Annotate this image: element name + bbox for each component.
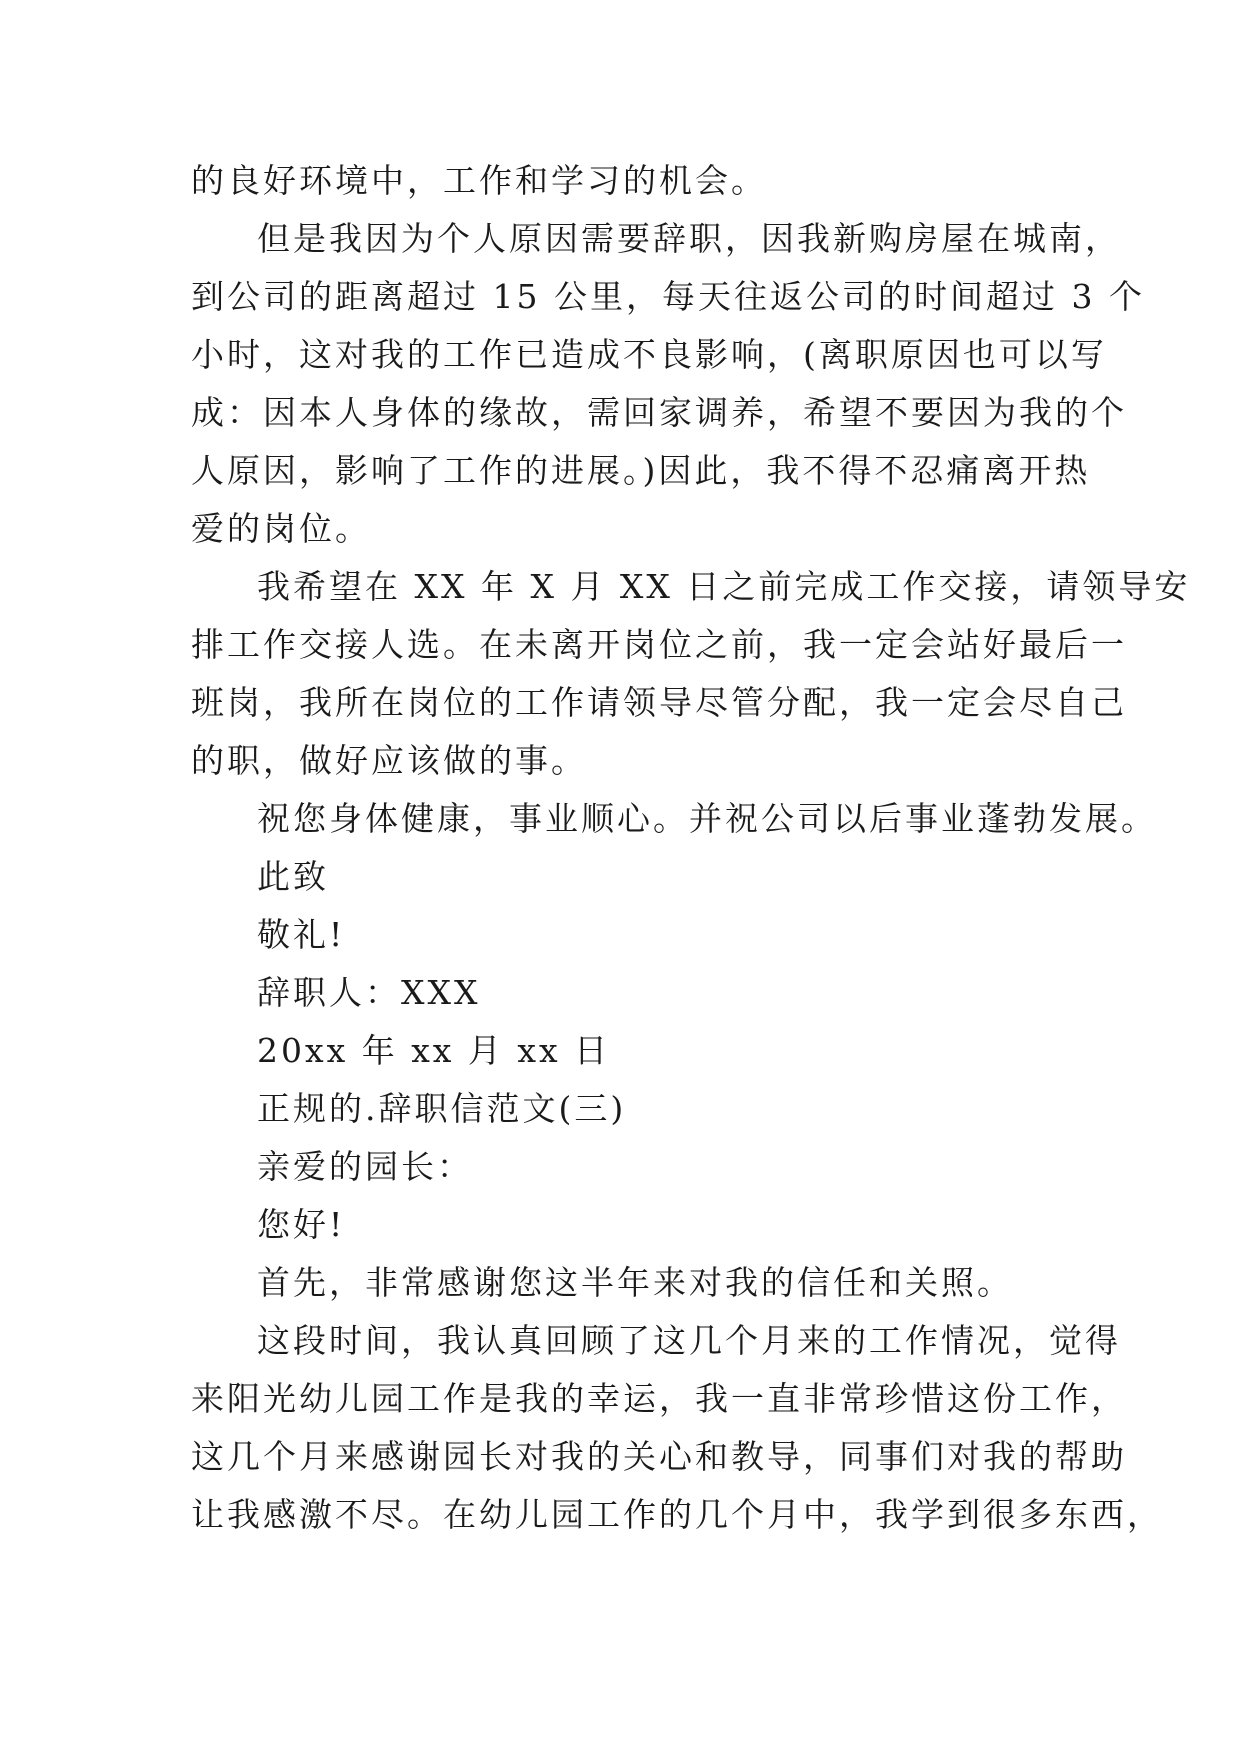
text-line: 但是我因为个人原因需要辞职，因我新购房屋在城南， bbox=[257, 219, 1121, 258]
text-line: 正规的.辞职信范文(三) bbox=[257, 1089, 627, 1128]
text-line: 班岗，我所在岗位的工作请领导尽管分配，我一定会尽自己 bbox=[191, 683, 1127, 722]
text-line: 这段时间，我认真回顾了这几个月来的工作情况，觉得 bbox=[257, 1321, 1121, 1360]
letter-body bbox=[191, 152, 1191, 1544]
text-line: 亲爱的园长： bbox=[257, 1147, 473, 1186]
text-line: 辞职人：XXX bbox=[257, 973, 481, 1012]
text-line: 排工作交接人选。在未离开岗位之前，我一定会站好最后一 bbox=[191, 625, 1127, 664]
text-line: 的良好环境中，工作和学习的机会。 bbox=[191, 161, 767, 200]
text-line: 敬礼! bbox=[257, 915, 346, 954]
text-line: 到公司的距离超过 15 公里，每天往返公司的时间超过 3 个 bbox=[191, 277, 1145, 316]
text-line: 此致 bbox=[257, 857, 329, 896]
text-line: 爱的岗位。 bbox=[191, 509, 371, 548]
text-line: 的职，做好应该做的事。 bbox=[191, 741, 587, 780]
text-line: 来阳光幼儿园工作是我的幸运，我一直非常珍惜这份工作， bbox=[191, 1379, 1127, 1418]
text-line: 首先，非常感谢您这半年来对我的信任和关照。 bbox=[257, 1263, 1013, 1302]
text-line: 成：因本人身体的缘故，需回家调养，希望不要因为我的个 bbox=[191, 393, 1127, 432]
text-line: 人原因，影响了工作的进展。)因此，我不得不忍痛离开热 bbox=[191, 451, 1091, 490]
text-line: 让我感激不尽。在幼儿园工作的几个月中，我学到很多东西， bbox=[191, 1495, 1163, 1534]
text-line: 您好! bbox=[257, 1205, 346, 1244]
text-line: 小时，这对我的工作已造成不良影响，(离职原因也可以写 bbox=[191, 335, 1107, 374]
text-line: 我希望在 XX 年 X 月 XX 日之前完成工作交接，请领导安 bbox=[257, 567, 1191, 606]
text-line: 这几个月来感谢园长对我的关心和教导，同事们对我的帮助 bbox=[191, 1437, 1127, 1476]
text-line: 20xx 年 xx 月 xx 日 bbox=[257, 1031, 611, 1070]
text-line: 祝您身体健康，事业顺心。并祝公司以后事业蓬勃发展。 bbox=[257, 799, 1157, 838]
